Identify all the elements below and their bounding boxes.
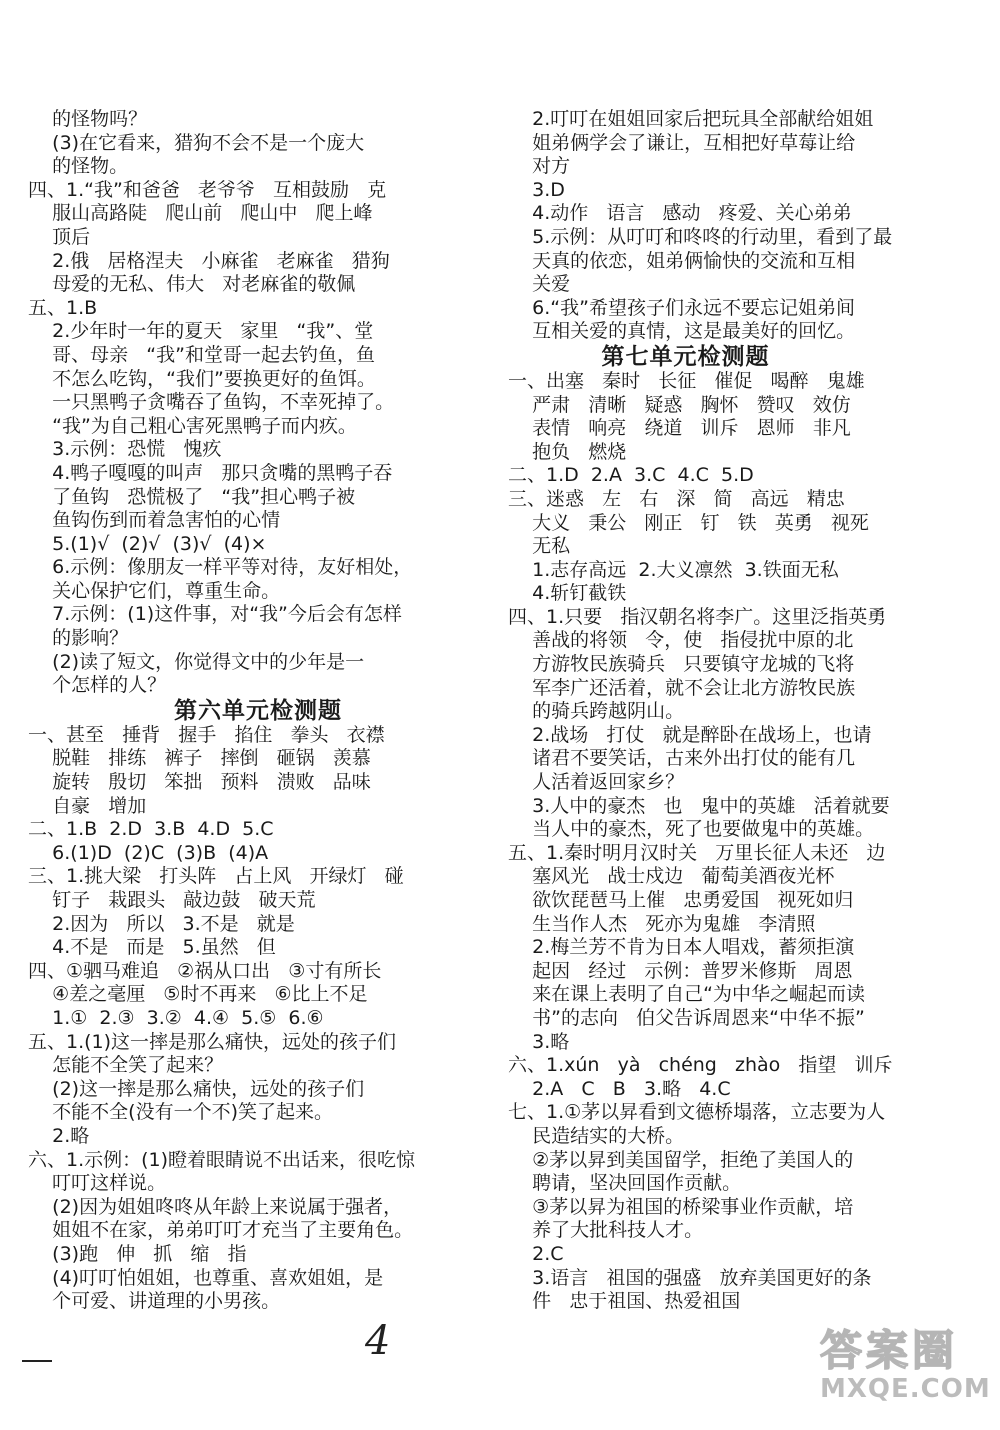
answer-line: 六、1.xún yà chéng zhào 指望 训斥 <box>508 1054 893 1077</box>
answer-line: 五、1.(1)这一摔是那么痛快，远处的孩子们 <box>28 1030 397 1053</box>
answer-line: 个可爱、讲道理的小男孩。 <box>28 1290 281 1313</box>
answer-line: 4.鸭子嘎嘎的叫声 那只贪嘴的黑鸭子吞 <box>28 461 393 484</box>
answer-line: (2)因为姐姐咚咚从年龄上来说属于强者， <box>28 1195 403 1218</box>
answer-line: “我”为自己粗心害死黑鸭子而内疚。 <box>28 414 357 437</box>
section-title: 第六单元检测题 <box>174 697 342 724</box>
answer-line: 2.少年时一年的夏天 家里 “我”、堂 <box>28 320 374 343</box>
answer-line: 4.斩钉截铁 <box>508 582 627 605</box>
answer-line: 聘请，坚决回国作贡献。 <box>508 1172 742 1195</box>
answer-line: 旋转 殷切 笨拙 预料 溃败 品味 <box>28 771 371 794</box>
answer-line: 2.俄 居格涅夫 小麻雀 老麻雀 猎狗 <box>28 249 390 272</box>
answer-line: 四、1.只要 指汉朝名将李广。这里泛指英勇 <box>508 605 887 628</box>
answer-line: 一、出塞 秦时 长征 催促 喝醉 鬼雄 <box>508 369 865 392</box>
answer-line: 严肃 清晰 疑惑 胸怀 赞叹 效仿 <box>508 393 851 416</box>
watermark-url: MXQE.COM <box>820 1374 991 1404</box>
answer-line: 5.示例：从叮叮和咚咚的行动里，看到了最 <box>508 225 893 248</box>
answer-line: 2.因为 所以 3.不是 就是 <box>28 912 295 935</box>
answer-line: 表情 响亮 绕道 训斥 恩师 非凡 <box>508 417 851 440</box>
answer-line: 3.人中的豪杰 也 鬼中的英雄 活着就要 <box>508 794 890 817</box>
answer-line: 关爱 <box>508 273 571 296</box>
answer-line: 的骑兵跨越阴山。 <box>508 700 685 723</box>
answer-line: 个怎样的人？ <box>28 674 167 697</box>
answer-line: 三、迷惑 左 右 深 简 高远 精忠 <box>508 487 845 510</box>
answer-line: 钉子 栽跟头 敲边鼓 破天荒 <box>28 889 316 911</box>
answer-line: 2.战场 打仗 就是醉卧在战场上，也请 <box>508 723 872 746</box>
answer-line: (4)叮叮怕姐姐，也尊重、喜欢姐姐，是 <box>28 1266 384 1289</box>
answer-line: 起因 经过 示例：普罗米修斯 周恩 <box>508 959 853 982</box>
answer-line: ③茅以昇为祖国的桥梁事业作贡献，培 <box>508 1195 854 1218</box>
answer-line: 4.不是 而是 5.虽然 但 <box>28 936 276 959</box>
answer-line: 叮叮这样说。 <box>28 1172 167 1195</box>
watermark-text: 答案圈 <box>820 1326 959 1375</box>
answer-line: 关心保护它们，尊重生命。 <box>28 579 281 602</box>
answer-line: 当人中的豪杰，死了也要做鬼中的英雄。 <box>508 818 875 841</box>
answer-line: 民造结实的大桥。 <box>508 1124 685 1147</box>
answer-line: 养了大批科技人才。 <box>508 1219 704 1242</box>
answer-line: 脱鞋 排练 裤子 摔倒 砸锅 羡慕 <box>28 747 371 770</box>
answer-line: 天真的依恋，姐弟俩愉快的交流和互相 <box>508 249 856 272</box>
answer-line: 6.“我”希望孩子们永远不要忘记姐弟间 <box>508 296 855 319</box>
footer-rule <box>22 1360 52 1362</box>
answer-line: 5.(1)√ (2)√ (3)√ (4)× <box>28 532 267 555</box>
answer-line: 哥、母亲 “我”和堂哥一起去钓鱼，鱼 <box>28 343 375 366</box>
right-column <box>508 108 893 1314</box>
answer-line: 3.语言 祖国的强盛 放弃美国更好的条 <box>508 1266 872 1289</box>
answer-line: 件 忠于祖国、热爱祖国 <box>508 1290 741 1313</box>
answer-line: 1.① 2.③ 3.② 4.④ 5.⑤ 6.⑥ <box>28 1006 324 1029</box>
page-number: 4 <box>365 1318 391 1364</box>
answer-line: 人活着返回家乡？ <box>508 771 685 794</box>
answer-line: (3)在它看来，猎狗不会不是一个庞大 <box>28 131 365 154</box>
answer-line: 欲饮琵琶马上催 忠勇爱国 视死如归 <box>508 889 854 911</box>
answer-line: 塞风光 战士戍边 葡萄美酒夜光杯 <box>508 865 835 888</box>
answer-line: 善战的将领 令，使 指侵扰中原的北 <box>508 629 854 652</box>
answer-line: 五、1.秦时明月汉时关 万里长征人未还 边 <box>508 841 886 864</box>
answer-line: ②茅以昇到美国留学，拒绝了美国人的 <box>508 1148 854 1171</box>
answer-line: 2.梅兰芳不肯为日本人唱戏，蓄须拒演 <box>508 936 855 959</box>
answer-line: 3.D <box>508 178 565 201</box>
section-title: 第七单元检测题 <box>601 343 770 370</box>
answer-line: 五、1.B <box>28 296 98 319</box>
answer-line: 军李广还活着，就不会让北方游牧民族 <box>508 676 856 699</box>
answer-line: 了鱼钩 恐慌极了 “我”担心鸭子被 <box>28 485 356 508</box>
answer-line: 6.示例：像朋友一样平等对待，友好相处， <box>28 556 413 579</box>
answer-line: 大义 秉公 刚正 钉 铁 英勇 视死 <box>508 511 869 534</box>
answer-line: 书”的志向 伯父告诉周恩来“中华不振” <box>508 1006 865 1029</box>
answer-line: 2.A C B 3.略 4.C <box>508 1077 731 1100</box>
answer-line: 无私 <box>508 535 571 558</box>
answer-line: 2.C <box>508 1242 564 1265</box>
answer-line: 7.示例：(1)这件事，对“我”今后会有怎样 <box>28 603 402 626</box>
answer-line: (2)这一摔是那么痛快，远处的孩子们 <box>28 1077 365 1100</box>
answer-line: 母爱的无私、伟大 对老麻雀的敬佩 <box>28 273 356 296</box>
answer-line: 2.略 <box>28 1124 90 1147</box>
answer-line: 对方 <box>508 155 571 178</box>
answer-line: 六、1.示例：(1)瞪着眼睛说不出话来，很吃惊 <box>28 1148 416 1171</box>
answer-line: 三、1.挑大梁 打头阵 占上风 开绿灯 碰 <box>28 865 404 888</box>
answer-line: 四、1.“我”和爸爸 老爷爷 互相鼓励 克 <box>28 178 387 201</box>
answer-line: (3)跑 伸 抓 缩 指 <box>28 1242 247 1265</box>
answer-line: (2)读了短文，你觉得文中的少年是一 <box>28 650 365 673</box>
answer-line: 怎能不全笑了起来？ <box>28 1054 224 1077</box>
answer-line: 顶后 <box>28 225 91 248</box>
answer-line: 服山高路陡 爬山前 爬山中 爬上峰 <box>28 202 373 225</box>
answer-line: 姐姐不在家，弟弟叮叮才充当了主要角色。 <box>28 1219 414 1242</box>
answer-line: 的怪物。 <box>28 155 129 178</box>
answer-line: ④差之毫厘 ⑤时不再来 ⑥比上不足 <box>28 983 368 1006</box>
answer-line: 七、1.①茅以昇看到文德桥塌落，立志要为人 <box>508 1101 886 1124</box>
answer-line: 二、1.B 2.D 3.B 4.D 5.C <box>28 818 274 841</box>
answer-line: 一、甚至 捶背 握手 掐住 拳头 衣襟 <box>28 723 385 746</box>
answer-line: 不能不全(没有一个不)笑了起来。 <box>28 1101 333 1124</box>
answer-line: 姐弟俩学会了谦让，互相把好草莓让给 <box>508 131 856 154</box>
answer-line: 的影响？ <box>28 627 129 650</box>
answer-line: 的怪物吗？ <box>28 108 148 130</box>
answer-line: 抱负 燃烧 <box>508 440 627 463</box>
answer-line: 生当作人杰 死亦为鬼雄 李清照 <box>508 912 816 935</box>
watermark-logo <box>820 1318 991 1418</box>
answer-line: 互相关爱的真情，这是最美好的回忆。 <box>508 320 856 343</box>
answer-line: 3.示例：恐慌 愧疚 <box>28 438 222 461</box>
answer-line: 诸君不要笑话，古来外出打仗的能有几 <box>508 747 856 770</box>
answer-line: 不怎么吃钩，“我们”要换更好的鱼饵。 <box>28 367 376 390</box>
answer-line: 四、①驷马难追 ②祸从口出 ③寸有所长 <box>28 959 382 982</box>
left-column <box>28 108 428 1314</box>
answer-line: 6.(1)D (2)C (3)B (4)A <box>28 841 269 864</box>
answer-line: 4.动作 语言 感动 疼爱、关心弟弟 <box>508 202 852 225</box>
answer-line: 3.略 <box>508 1030 570 1053</box>
answer-line: 2.叮叮在姐姐回家后把玩具全部献给姐姐 <box>508 108 874 130</box>
answer-line: 来在课上表明了自己“为中华之崛起而读 <box>508 983 866 1006</box>
answer-line: 方游牧民族骑兵 只要镇守龙城的飞将 <box>508 653 855 676</box>
answer-line: 自豪 增加 <box>28 794 147 817</box>
answer-line: 1.志存高远 2.大义凛然 3.铁面无私 <box>508 558 839 581</box>
answer-line: 鱼钩伤到而着急害怕的心情 <box>28 509 281 532</box>
answer-line: 一只黑鸭子贪嘴吞了鱼钩，不幸死掉了。 <box>28 391 395 414</box>
answer-line: 二、1.D 2.A 3.C 4.C 5.D <box>508 464 754 487</box>
